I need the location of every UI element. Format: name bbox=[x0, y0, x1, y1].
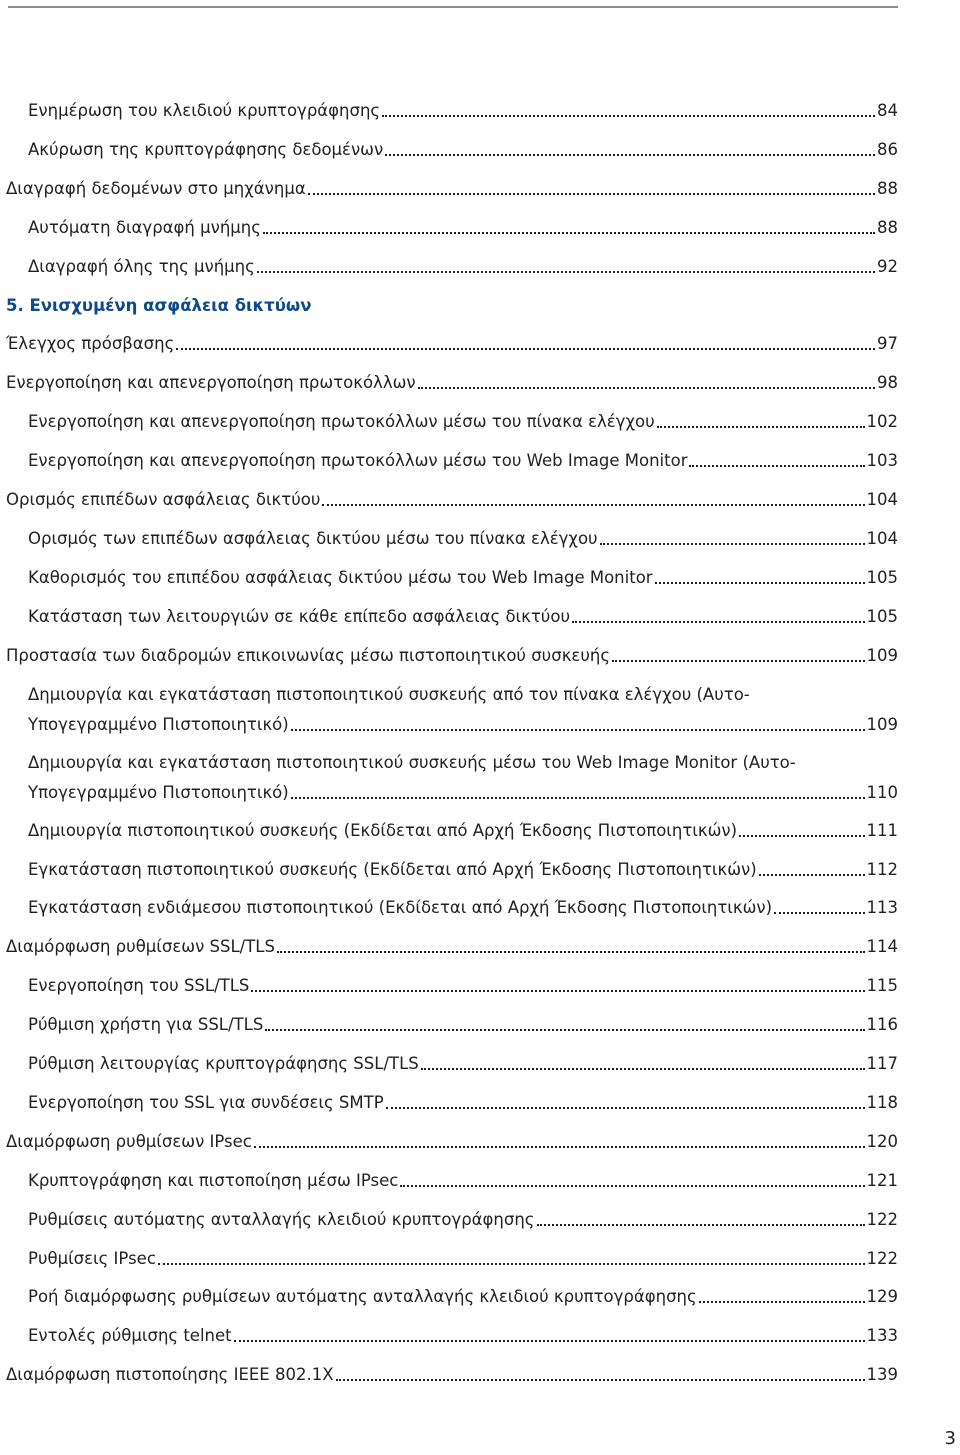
toc-entry-page: 105 bbox=[866, 606, 898, 626]
toc-entry-title: Εγκατάσταση πιστοποιητικού συσκευής (Εκδίδεται από Αρχή Έκδοσης Πιστοποιητικών) bbox=[28, 859, 757, 879]
top-rule bbox=[8, 6, 898, 8]
dot-leader bbox=[308, 193, 875, 195]
toc-entry[interactable] bbox=[6, 325, 898, 355]
dot-leader bbox=[254, 1146, 865, 1148]
dot-leader bbox=[600, 543, 865, 545]
dot-leader bbox=[234, 1340, 865, 1342]
toc-entry[interactable] bbox=[28, 520, 898, 550]
toc-entry[interactable] bbox=[28, 131, 898, 161]
toc-entry-page: 115 bbox=[866, 976, 898, 996]
toc-entry-page: 98 bbox=[877, 373, 898, 393]
toc-entry[interactable] bbox=[28, 812, 898, 842]
toc-entry[interactable] bbox=[28, 1006, 898, 1036]
toc-entry[interactable] bbox=[28, 209, 898, 239]
dot-leader bbox=[385, 154, 875, 156]
page-number: 3 bbox=[944, 1428, 956, 1449]
toc-entry-page: 104 bbox=[866, 490, 898, 509]
toc-entry[interactable] bbox=[28, 248, 898, 278]
toc-entry-title: Δημιουργία πιστοποιητικού συσκευής (Εκδίδεται από Αρχή Έκδοσης Πιστοποιητικών) bbox=[28, 820, 738, 840]
toc-entry[interactable] bbox=[6, 364, 898, 394]
dot-leader bbox=[291, 797, 865, 799]
toc-entry-title: Κατάσταση των λειτουργιών σε κάθε επίπεδο ασφάλειας δικτύου bbox=[28, 606, 570, 626]
toc-entry-page: 122 bbox=[866, 1209, 898, 1229]
toc-entry-title: Αυτόματη διαγραφή μνήμης bbox=[28, 217, 261, 237]
toc-entry[interactable] bbox=[28, 1278, 898, 1308]
dot-leader bbox=[251, 990, 864, 992]
toc-entry[interactable] bbox=[28, 1240, 898, 1270]
toc-entry[interactable] bbox=[28, 676, 898, 736]
dot-leader bbox=[265, 1029, 864, 1031]
toc-entry[interactable] bbox=[28, 1162, 898, 1192]
dot-leader bbox=[657, 426, 865, 428]
toc-entry[interactable] bbox=[28, 92, 898, 122]
toc-entry-title: Ρύθμιση χρήστη για SSL/TLS bbox=[28, 1015, 264, 1035]
toc-entry-page: 139 bbox=[866, 1365, 898, 1385]
toc-entry-title: Δημιουργία και εγκατάσταση πιστοποιητικού συσκευής μέσω του Web Image Monitor (Αυτο- bbox=[28, 752, 796, 772]
toc-entry-page: 104 bbox=[866, 528, 898, 548]
toc-entry-title: Διαμόρφωση ρυθμίσεων SSL/TLS bbox=[6, 937, 275, 957]
dot-leader bbox=[400, 1185, 864, 1187]
dot-leader bbox=[336, 1379, 865, 1381]
toc-entry[interactable] bbox=[28, 851, 898, 881]
toc-entry-page: 88 bbox=[877, 178, 898, 198]
toc-entry-page: 109 bbox=[866, 714, 898, 734]
toc-entry-title: Ακύρωση της κρυπτογράφησης δεδομένων bbox=[28, 139, 384, 159]
toc-entry-title: Ρυθμίσεις αυτόματης ανταλλαγής κλειδιού κρυπτογράφησης bbox=[28, 1209, 535, 1229]
toc-entry-page: 129 bbox=[866, 1287, 898, 1307]
toc-entry-page: 116 bbox=[866, 1015, 898, 1035]
dot-leader bbox=[277, 951, 865, 953]
toc-entry[interactable] bbox=[28, 1045, 898, 1075]
dot-leader bbox=[739, 835, 864, 837]
toc-entry[interactable] bbox=[6, 481, 898, 511]
toc-entry-title: Έλεγχος πρόσβασης bbox=[6, 334, 175, 354]
toc-entry[interactable] bbox=[28, 1201, 898, 1231]
dot-leader bbox=[263, 232, 875, 234]
toc-entry-page: 102 bbox=[866, 412, 898, 432]
toc-entry[interactable] bbox=[28, 1317, 898, 1347]
toc-entry[interactable] bbox=[28, 1084, 898, 1114]
toc-entry-title: Διαγραφή όλης της μνήμης bbox=[28, 256, 255, 276]
toc-entry-title: Ορισμός επιπέδων ασφάλειας δικτύου bbox=[6, 490, 321, 509]
toc-entry-title-continued: Υπογεγραμμένο Πιστοποιητικό) bbox=[28, 782, 289, 802]
toc-entry-page: 84 bbox=[877, 101, 898, 120]
dot-leader bbox=[382, 115, 875, 117]
toc-entry-page: 122 bbox=[866, 1248, 898, 1268]
toc-entry-title: Ενεργοποίηση και απενεργοποίηση πρωτοκόλλων μέσω του Web Image Monitor bbox=[28, 451, 688, 471]
toc-entry[interactable] bbox=[28, 403, 898, 433]
toc-entry-title-continued: Υπογεγραμμένο Πιστοποιητικό) bbox=[28, 714, 289, 734]
dot-leader bbox=[612, 660, 864, 662]
dot-leader bbox=[774, 912, 864, 914]
toc-entry-page: 109 bbox=[866, 645, 898, 665]
toc-entry-page: 120 bbox=[866, 1131, 898, 1151]
toc-entry-page: 86 bbox=[877, 139, 898, 159]
toc-entry-page: 105 bbox=[866, 567, 898, 587]
toc-entry-page: 110 bbox=[866, 782, 898, 802]
toc-entry-page: 114 bbox=[866, 937, 898, 957]
toc-entry-page: 97 bbox=[877, 334, 898, 354]
toc-entry-title: Ενεργοποίηση του SSL/TLS bbox=[28, 976, 250, 996]
toc-entry[interactable] bbox=[28, 559, 898, 589]
toc-entry-title: Διαγραφή δεδομένων στο μηχάνημα bbox=[6, 178, 306, 198]
toc-entry[interactable] bbox=[6, 1356, 898, 1386]
toc-entry[interactable] bbox=[6, 170, 898, 200]
toc-entry-title: Ρύθμιση λειτουργίας κρυπτογράφησης SSL/TLS bbox=[28, 1054, 419, 1074]
toc-entry[interactable] bbox=[28, 442, 898, 472]
toc-entry-page: 121 bbox=[866, 1170, 898, 1190]
dot-leader bbox=[572, 621, 865, 623]
toc-entry-title: Ενημέρωση του κλειδιού κρυπτογράφησης bbox=[28, 101, 381, 120]
toc-entry-page: 112 bbox=[866, 859, 898, 879]
toc-entry-title: Διαμόρφωση πιστοποίησης IEEE 802.1X bbox=[6, 1365, 334, 1385]
dot-leader bbox=[689, 465, 864, 467]
dot-leader bbox=[418, 387, 875, 389]
toc-entry-page: 92 bbox=[877, 256, 898, 276]
dot-leader bbox=[759, 874, 865, 876]
dot-leader bbox=[257, 271, 875, 273]
toc-entry[interactable] bbox=[6, 928, 898, 958]
toc-entry-page: 133 bbox=[866, 1326, 898, 1346]
toc-entry-title: Ενεργοποίηση του SSL για συνδέσεις SMTP bbox=[28, 1092, 384, 1112]
toc-entry-title: Δημιουργία και εγκατάσταση πιστοποιητικού συσκευής από τον πίνακα ελέγχου (Αυτο- bbox=[28, 684, 750, 704]
dot-leader bbox=[655, 582, 865, 584]
toc-entry-title: Εντολές ρύθμισης telnet bbox=[28, 1326, 232, 1346]
toc-entry[interactable] bbox=[28, 889, 898, 919]
dot-leader bbox=[537, 1224, 865, 1226]
toc-entry-title: Εγκατάσταση ενδιάμεσου πιστοποιητικού (Εκδίδεται από Αρχή Έκδοσης Πιστοποιητικών) bbox=[28, 898, 773, 918]
toc-entry[interactable] bbox=[28, 967, 898, 997]
toc-entry-title: Προστασία των διαδρομών επικοινωνίας μέσω πιστοποιητικού συσκευής bbox=[6, 645, 611, 665]
toc-entry-title: Ενεργοποίηση και απενεργοποίηση πρωτοκόλλων bbox=[6, 373, 416, 393]
dot-leader bbox=[158, 1263, 865, 1265]
dot-leader bbox=[421, 1068, 865, 1070]
dot-leader bbox=[291, 729, 865, 731]
toc-entry-page: 117 bbox=[866, 1054, 898, 1074]
toc-entry-page: 113 bbox=[866, 898, 898, 918]
toc-entry-page: 111 bbox=[866, 820, 898, 840]
toc-entry-page: 103 bbox=[866, 451, 898, 471]
toc-entry-title: Ρυθμίσεις IPsec bbox=[28, 1248, 156, 1268]
toc-entry-title: Κρυπτογράφηση και πιστοποίηση μέσω IPsec bbox=[28, 1170, 399, 1190]
toc-entry-title: Καθορισμός του επιπέδου ασφάλειας δικτύου μέσω του Web Image Monitor bbox=[28, 567, 653, 587]
dot-leader bbox=[322, 504, 864, 506]
toc-entry-title: Ροή διαμόρφωσης ρυθμίσεων αυτόματης ανταλλαγής κλειδιού κρυπτογράφησης bbox=[28, 1287, 697, 1307]
toc-entry[interactable] bbox=[28, 744, 898, 804]
toc-entry[interactable] bbox=[6, 637, 898, 667]
toc-entry-title: Διαμόρφωση ρυθμίσεων IPsec bbox=[6, 1131, 252, 1151]
toc-entry[interactable] bbox=[6, 1123, 898, 1153]
toc-chapter-heading[interactable] bbox=[6, 287, 898, 317]
toc-entry-title: Ορισμός των επιπέδων ασφάλειας δικτύου μέσω του πίνακα ελέγχου bbox=[28, 528, 598, 548]
dot-leader bbox=[176, 348, 875, 350]
toc-chapter-title: 5. Ενισχυμένη ασφάλεια δικτύων bbox=[6, 295, 312, 315]
dot-leader bbox=[386, 1107, 865, 1109]
toc-entry-page: 88 bbox=[877, 217, 898, 237]
toc-entry[interactable] bbox=[28, 598, 898, 628]
dot-leader bbox=[699, 1301, 865, 1303]
toc-entry-page: 118 bbox=[866, 1092, 898, 1112]
toc-entry-title: Ενεργοποίηση και απενεργοποίηση πρωτοκόλλων μέσω του πίνακα ελέγχου bbox=[28, 412, 655, 432]
